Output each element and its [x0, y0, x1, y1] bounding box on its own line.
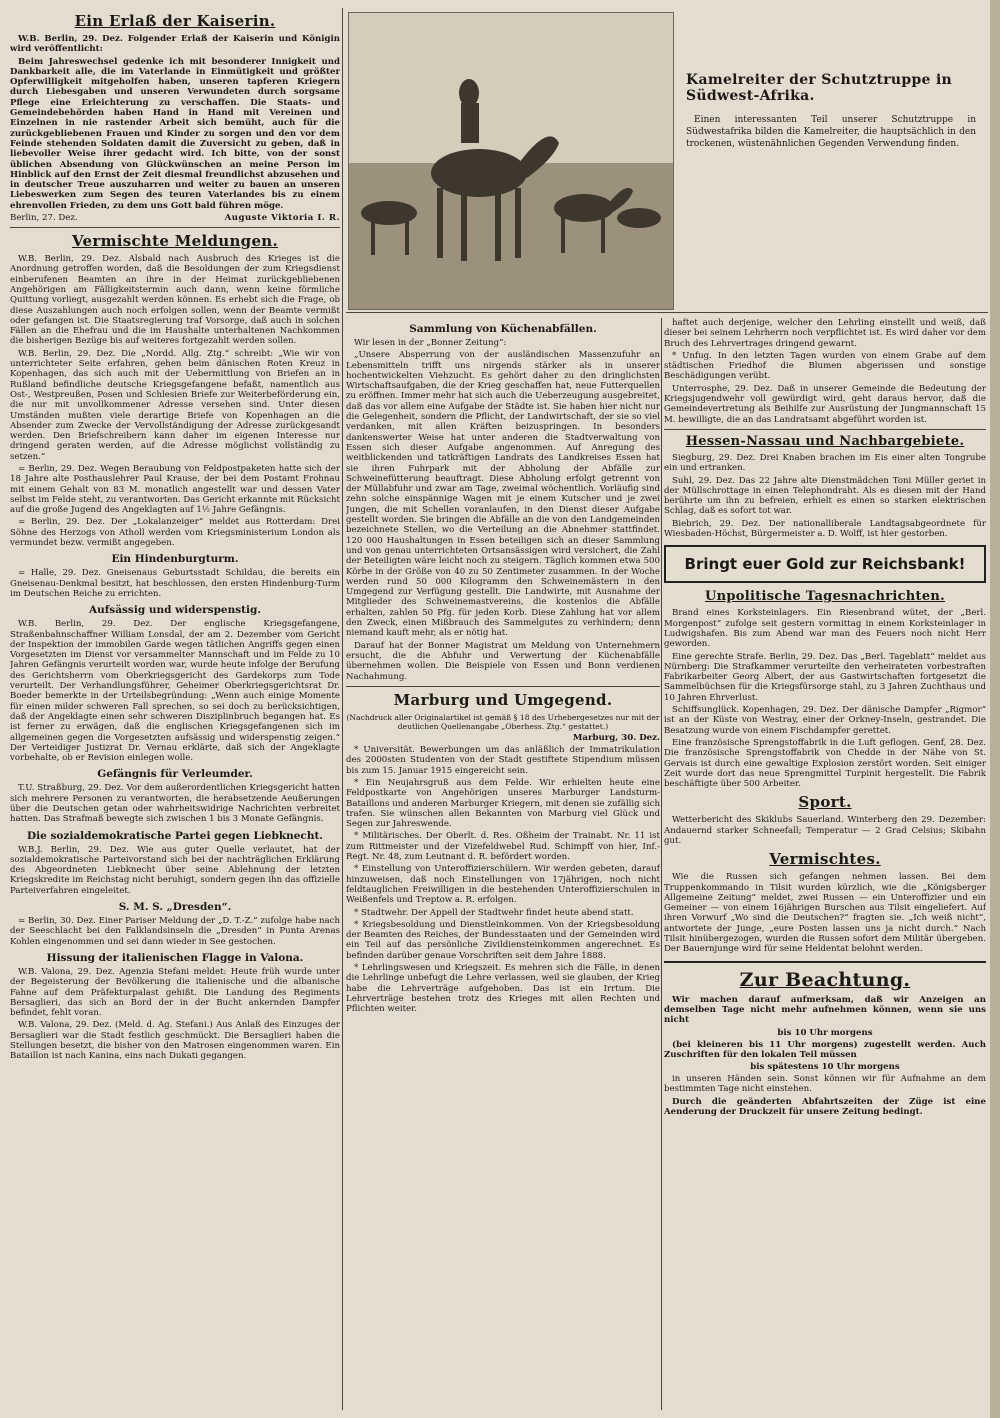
article-paragraph: Eine französische Sprengstoffabrik in die Luft geflogen. Genf, 28. Dez. Die französische Sprengstoffabrik von Chedde in der Nähe von St. Gervais ist durch eine gewaltige Explosion zerstört worden. Seit einiger Zeit wurde dort das neue Sprengmittel Turpinit hergestellt. Die Fabrik beschäftigte über 500 Arbeiter.: [664, 737, 986, 790]
article-paragraph: Darauf hat der Bonner Magistrat um Meldung von Unternehmern ersucht, die die Abfuhr und Verwertung der Küchenabfälle übernehmen wollen. Die Beispiele von Essen und Bonn verdienen Nachahmung.: [346, 640, 660, 682]
article-paragraph: * Unfug. In den letzten Tagen wurden von einem Grabe auf dem städtischen Friedhof die Blumen abgerissen und sonstige Beschädigungen verübt.: [664, 350, 986, 382]
camel-riders-illustration: [349, 13, 673, 309]
article-paragraph: T.U. Straßburg, 29. Dez. Vor dem außerordentlichen Kriegsgericht hatten sich mehrere Personen zu verantworten, die herabsetzende Aeußerungen über die Deutschen getan oder wahrheitswidrige Nachrichten verbreitet hatten. Das Strafmaß bewegte sich zwischen 1 bis 3 Monate Gefängnis.: [10, 783, 340, 825]
article-paragraph: W.B. Valona, 29. Dez. (Meld. d. Ag. Stefani.) Aus Anlaß des Einzuges der Bersaglieri war die Stadt festlich geschmückt. Die Bersaglieri haben die Stellungen besetzt, die bisher von den Matrosen eingenommen waren. Ein Bataillon ist nach Kanina, eins nach Dukati gegangen.: [10, 1020, 340, 1062]
notice-title: Zur Beachtung.: [739, 968, 911, 991]
divider: [664, 429, 986, 430]
notice-time: bis spätestens 10 Uhr morgens: [750, 1062, 900, 1073]
notice-paragraph: Durch die geänderten Abfahrtszeiten der Züge ist eine Aenderung der Druckzeit für unsere Zeitung bedingt.: [664, 1096, 986, 1118]
sport-section: [664, 793, 986, 846]
photo-caption: [686, 68, 976, 152]
column-2: [346, 318, 660, 1410]
article-title: Unpolitische Tagesnachrichten.: [704, 589, 946, 605]
article-subtitle: Gefängnis für Verleumder.: [97, 768, 253, 781]
notice-paragraph: Wir machen darauf aufmerksam, daß wir Anzeigen an demselben Tage nicht mehr aufnehmen können, wenn sie uns nicht: [664, 994, 986, 1026]
article-paragraph: * Militärisches. Der Oberlt. d. Res. Oßheim der Trainabt. Nr. 11 ist zum Rittmeister und der Vizefeldwebel Rud. Schimpff von hier, Inf.-Regt. Nr. 48, zum Leutnant d. R. befördert worden.: [346, 831, 660, 863]
article-paragraph: Wir lesen in der „Bonner Zeitung“:: [354, 338, 507, 348]
article-paragraph: = Halle, 29. Dez. Gneisenaus Geburtsstadt Schildau, die bereits ein Gneisenau-Denkmal besitzt, hat beschlossen, den ersten Hindenburg-Turm im Deutschen Reiche zu errichten.: [10, 568, 340, 599]
article-paragraph: W.B. Valona, 29. Dez. Agenzia Stefani meldet: Heute früh wurde unter der Begeisterung der Bevölkerung die italienische und die albanische Fahne auf dem Präfekturpalast gehißt. Die Landung des Regiments Bersaglieri, das sich an Bord der in der Bucht ankernden Dampfer befindet, fehlt voran.: [10, 966, 340, 1019]
article-paragraph: Eine gerechte Strafe. Berlin, 29. Dez. Das „Berl. Tageblatt“ meldet aus Nürnberg: Die Strafkammer verurteilte den verheirateten vorbestraften Fabrikarbeiter Georg Albert, der aus Gastwirtschaften fortgesetzt die Sammelbüchsen für die Kriegsfürsorge stahl, zu 3 Jahren Zuchthaus und 10 Jahren Ehrverlust.: [664, 651, 986, 703]
photo-caption-text: Einen interessanten Teil unserer Schutztruppe in Südwestafrika bilden die Kamelreiter, die hauptsächlich in den trockenen, wüstenähnlichen Gegenden Verwendung finden.: [686, 115, 976, 149]
dateline: Marburg, 30. Dez.: [572, 732, 660, 743]
article-paragraph: = Berlin, 29. Dez. Wegen Beraubung von Feldpostpaketen hatte sich der 18 Jahre alte Posthauslehrer Paul Krause, der bei dem Postamt Frohnau mit einem Gehalt von 83 M. monatlich angestellt war und dessen Vater selbst im Felde steht, zu verantworten. Das Gericht erkannte mit Rücksicht auf die große Jugend des Angeklagten auf 1½ Jahre Gefängnis.: [10, 463, 340, 516]
article-paragraph: W.B. Berlin, 29. Dez. Alsbald nach Ausbruch des Krieges ist die Anordnung getroffen worden, daß die Besoldungen der zum Kriegsdienst einberufenen Beamten an ihre in der Heimat zurückgebliebenen Angehörigen am Fälligkeitstermin auch dann, wenn keine förmliche Quittung vorliegt, ausgezahlt werden können. Es erhebt sich die Frage, ob diese Auszahlungen auch noch erfolgen sollen, wenn der Beamte vermißt oder gefangen ist. Die Staatsregierung traf Vorsorge, daß auch in solchen Fällen an die Ehefrau und die im Haushalte unterhaltenen Nachkommen die bisherigen Bezüge bis auf weiteres fortgezahlt werden sollen.: [10, 254, 340, 347]
article-paragraph: haftet auch derjenige, welcher den Lehrling einstellt und weiß, daß dieser bei seinem Lehrherrn noch verpflichtet ist. Es wird daher vor dem Bruch des Lehrvertrages dringend gewarnt.: [664, 318, 986, 349]
adjacent-page-edge: [990, 0, 1000, 1418]
gold-ad-banner: Bringt euer Gold zur Reichsbank!: [664, 545, 986, 583]
photo-section: [346, 8, 988, 313]
article-paragraph: Wie die Russen sich gefangen nehmen lassen. Bei dem Truppenkommando in Tilsit wurden kürzlich, wie die „Königsberger Allgemeine Zeitung“ meldet, zwei Russen — ein Unteroffizier und ein Gemeiner — von einem 16jährigen Burschen aus Tilsit eingeliefert. Auf ihren Vorwurf „Wo sind die Deutschen?“ fragten sie. „Ich weiß nicht“, antwortete der Junge, „eure Posten lassen uns ja nicht durch.“ Nach Tilsit hinübergezogen, wurden die Russen sofort dem Militär übergeben. Der Bauernjunge wird für seine Heldentat belohnt werden.: [664, 872, 986, 955]
article-subtitle: Hissung der italienischen Flagge in Valona.: [46, 951, 304, 964]
column-rule: [342, 8, 343, 1410]
notice-paragraph: in unseren Händen sein. Sonst können wir für Aufnahme an dem bestimmten Tage nicht einstehen.: [664, 1074, 986, 1095]
article-paragraph: W.B. Berlin, 29. Dez. Folgender Erlaß der Kaiserin und Königin wird veröffentlicht:: [10, 34, 340, 55]
notice-box: [664, 961, 986, 1118]
article-paragraph: W.B. Berlin, 29. Dez. Der englische Kriegsgefangene, Straßenbahnschaffner William Lonsdal, der am 2. Dezember vom Gericht der Inspektion der immobilen Garde wegen tätlichen Angriffs gegen einen Vorgesetzten im Dienst vor versammelter Mannschaft und im Felde zu 10 Jahren Gefängnis verurteilt worden war, wurde heute infolge der Berufung des Gerichtsherrn vom Oberkriegsgericht des Gardekorps zum Tode verurteilt. Der Verhandlungsführer, Geheimer Oberkriegsgerichtsrat Dr. Boeder bemerkte in der Urteilsbegründung: „Wenn auch einige Momente für einen milder schweren Fall sprechen, so sei doch zu berücksichtigen, daß der Angeklagte einen sehr schweren Disziplinbruch begangen hat. Es ist ferner zu erwägen, daß die englischen Kriegsgefangenen sich im allgemeinen gegen die Vorgesetzten aufsässig und widerspenstig zeigen.“ Der Verteidiger Justizrat Dr. Vernau erklärte, daß sich der Angeklagte vorbehalte, ob er Revision einlegen wolle.: [10, 619, 340, 764]
article-paragraph: * Lehrlingswesen und Kriegszeit. Es mehren sich die Fälle, in denen die Lehrlinge unbefugt die Lehre verlassen, weil sie glauben, der Krieg habe die Lehrverträge aufgehoben. Das ist ein Irrtum. Die Lehrverträge bestehen trotz des Krieges mit allen Rechten und Pflichten weiter.: [346, 963, 660, 1015]
article-paragraph: W.B.J. Berlin, 29. Dez. Wie aus guter Quelle verlautet, hat der sozialdemokratische Parteivorstand sich bei der nachträglichen Erklärung des Abgeordneten Liebknecht über seine Ablehnung der letzten Kriegskredite im Reichstag nicht beruhigt, sondern gegen ihn das offizielle Parteiverfahren eingeleitet.: [10, 844, 340, 896]
article-paragraph: Schiffsunglück. Kopenhagen, 29. Dez. Der dänische Dampfer „Rigmor“ ist an der Küste von Westray, einer der Orkney-Inseln, gestrandet. Die Besatzung wurde von einem Fischdampfer gerettet.: [664, 705, 986, 736]
article-paragraph: W.B. Berlin, 29. Dez. Die „Nordd. Allg. Ztg.“ schreibt: „Wie wir von unterrichteter Seite erfahren, gehen beim dänischen Roten Kreuz in Kopenhagen, das sich auch mit der Uebermittlung von Briefen an in Rußland befindliche deutsche Kriegsgefangene befaßt, namentlich aus Ost-, Westpreußen, Posen und Schlesien Briefe zur Weiterbeförderung ein, die nur mit unvollkommener Adresse versehen sind. Unter diesen Umständen mußten viele derartige Briefe von Kopenhagen an die Absender zum Zwecke der Vervollständigung der Adresse zurückgesandt werden. Den Briefschreibern kann daher im eigenen Interesse nur dringend geraten werden, auf die Adresse möglichst vollständig zu setzen.“: [10, 348, 340, 462]
photo-caption-title: Kamelreiter der Schutztruppe in Südwest-Afrika.: [686, 72, 953, 104]
divider: [346, 686, 660, 687]
article-title: Vermischtes.: [769, 850, 881, 869]
article-paragraph: Brand eines Korksteinlagers. Ein Riesenbrand wütet, der „Berl. Morgenpost“ zufolge seit gestern vormittag in einem Korksteinlager in Ludwigshafen. Bis zum Abend war man des Feuers noch nicht Herr geworden.: [664, 608, 986, 650]
notice-time: bis 10 Uhr morgens: [777, 1027, 873, 1038]
divider: [10, 227, 340, 228]
article-paragraph: = Berlin, 29. Dez. Der „Lokalanzeiger“ meldet aus Rotterdam: Drei Söhne des Herzogs von Atholl werden vom Kriegsministerium London als vermundet bezw. vermißt angegeben.: [10, 517, 340, 549]
article-paragraph: Beim Jahreswechsel gedenke ich mit besonderer Innigkeit und Dankbarkeit alle, die im Vaterlande in Einmütigkeit und größter Opferwilligkeit mitgeholfen haben, unseren tapferen Kriegern durch Liebesgaben und unseren Verwundeten durch sorgsame Pflege eine Erleichterung zu verschaffen. Die Staats- und Gemeindebehörden haben Hand in Hand mit Vereinen und Einzelnen in nie rastender Arbeit sich bemüht, auch für die zurückgebliebenen Frauen und Kinder zu sorgen und den vor dem Feinde stehenden Soldaten damit die Zuversicht zu geben, daß in liebevoller Weise ihrer gedacht wird. Ich bitte, von der sonst üblichen Absendung von Glückwünschen an meine Person im Hinblick auf den Ernst der Zeit diesmal freundlichst abzusehen und in deutscher Treue auszuharren und weiter zu bauen an unseren Liebeswerken zum Segen des teuren Vaterlandes bis zu einem ehrenvollen Frieden, zu dem uns Gott bald führen möge.: [10, 56, 340, 211]
article-paragraph: „Unsere Absperrung von der ausländischen Massenzufuhr an Lebensmitteln trifft uns nirgends stärker als in unserer hochentwickelten Viehzucht. Es gehört daher zu den dringlichsten Wirtschaftsaufgaben, die der Krieg geschaffen hat, neue Futterquellen zu eröffnen. Immer mehr hat sich auch die Ueberzeugung ausgebreitet, daß das vor allem eine Aufgabe der Städte ist. Sie haben hier nicht nur die Gelegenheit, sondern die Pflicht, der Landwirtschaft, der sie so viel verdanken, mit allen Kräften beizuspringen. In besonders dankenswerter Weise hat unter anderen die Stadtverwaltung von Essen sich dieser Aufgabe angenommen. Auf Anregung des weitblickenden und tatkräftigen Landrats des Landkreises Essen hat sie ihren Fuhrpark mit der Abholung der Abfälle zur Schweinefütterung beauftragt. Diese Abholung erfolgt getrennt von der Müllabfuhr und zwar am Tage, zweimal wöchentlich. Vorläufig sind zehn solche einspännige Wagen mit je einem Kutscher und je zwei Jungen, die mit Schellen voranlaufen, in den Dienst dieser Aufgabe gestellt worden. Sie bringen die Abfälle an die von den Landgemeinden bezeichnete Stellen, wo die Verteilung an die Abnehmer stattfindet. 120 000 Haushaltungen in Essen beteiligen sich an dieser Sammlung und von genau unterrichteten Ortsansässigen wird versichert, die Zahl der Beteiligten wäre leicht noch zu steigern. Täglich kommen etwa 500 Körbe in der Größe von 40 zu 50 Zentimeter zusammen. In der Woche werden rund 50 000 Kilogramm den Schweinemästern in den Umgegend zur Verfügung gestellt. Die Landwirte, mit Ausnahme der Mitglieder des Schweinemastvereins, die kostenlos die Abfälle erhalten, zahlen 50 Pfg. für jeden Korb. Diese Zahlung hat vor allem den Zweck, einen Mißbrauch des Sammelgutes zu verhindern; denn niemand kauft mehr, als er nötig hat.: [346, 350, 660, 639]
article-paragraph: Biebrich, 29. Dez. Der nationalliberale Landtagsabgeordnete für Wiesbaden-Höchst, Bürgermeister a. D. Wolff, ist hier gestorben.: [664, 518, 986, 540]
article-title: Ein Erlaß der Kaiserin.: [74, 12, 276, 30]
article-subtitle: Sammlung von Küchenabfällen.: [409, 323, 597, 335]
article-paragraph: * Universität. Bewerbungen um das anläßlich der Immatrikulation des 2000sten Studenten von der Stadt gestiftete Stipendium müssen bis zum 15. Januar 1915 eingereicht sein.: [346, 745, 660, 776]
column-3: [664, 318, 986, 1410]
article-paragraph: * Ein Neujahrsgruß aus dem Felde. Wir erhielten heute eine Feldpostkarte von Angehörigen unseres Marburger Landsturm-Bataillons und anderen Marburger Kriegern, mit denen sie zufällig sich trafen. Sie wünschen allen Bekannten von Marburg viel Glück und Segen zur Jahreswende.: [346, 777, 660, 830]
article-title: Vermischte Meldungen.: [71, 232, 279, 251]
signature-name: Auguste Viktoria I. R.: [224, 213, 340, 224]
reprint-note: (Nachdruck aller Originalartikel ist gemäß § 18 des Urhebergesetzes nur mit der deutlichen Quellenangabe „Oberhess. Ztg.“ gestattet.): [346, 712, 660, 731]
notice-paragraph: (bei kleineren bis 11 Uhr morgens) zugestellt werden. Auch Zuschriften für den lokalen Teil müssen: [664, 1039, 986, 1060]
article-subtitle: S. M. S. „Dresden“.: [118, 901, 232, 914]
article-title: Marburg und Umgegend.: [393, 690, 613, 709]
article-title: Hessen-Nassau und Nachbargebiete.: [685, 433, 965, 449]
article-paragraph: = Berlin, 30. Dez. Einer Pariser Meldung der „D. T.-Z.“ zufolge habe nach der Seeschlacht bei den Falklandsinseln die „Dresden“ in Punta Arenas Kohlen eingenommen und sei dann wieder in See gestochen.: [10, 916, 340, 947]
column-1: [10, 8, 340, 1410]
article-subtitle: Aufsässig und widerspenstig.: [89, 604, 261, 617]
article-paragraph: Unterrosphe, 29. Dez. Daß in unserer Gemeinde die Bedeutung der Kriegsjugendwehr voll gewürdigt wird, geht daraus hervor, daß die Gemeindevertretung als Beihilfe zur Ausrüstung der Jungmannschaft 15 M. bewilligte, die an das Landratsamt abgeführt worden ist.: [664, 383, 986, 425]
article-paragraph: Wetterbericht des Skiklubs Sauerland. Winterberg den 29. Dezember: Andauernd starker Schneefall; Temperatur — 2 Grad Celsius; Skibahn gut.: [664, 815, 986, 846]
article-paragraph: Suhl, 29. Dez. Das 22 Jahre alte Dienstmädchen Toni Müller geriet in der Müllschrottage in einen Telephondraht. Als es diesen mit der Hand berührte um ihn zu befreien, erhielt es einen so starken elektrischen Schlag, daß es sofort tot war.: [664, 475, 986, 517]
signature-line: [10, 213, 340, 223]
signature-date: Berlin, 27. Dez.: [10, 213, 78, 224]
article-paragraph: * Kriegsbesoldung und Dienstleinkommen. Von der Kriegsbesoldung der Beamten des Reiches, der Bundesstaaten und der Gemeinden wird ein Teil auf das persönliche Zivildiensteinkommen angerechnet. Es befinden darüber genaue Vorschriften seit dem Jahre 1888.: [346, 919, 660, 961]
article-paragraph: * Stadtwehr. Der Appell der Stadtwehr findet heute abend statt.: [354, 907, 634, 918]
column-rule: [661, 318, 662, 1410]
article-subtitle: Ein Hindenburgturm.: [111, 553, 239, 566]
article-title: Sport.: [798, 793, 852, 812]
article-paragraph: Siegburg, 29. Dez. Drei Knaben brachen im Eis einer alten Tongrube ein und ertranken.: [664, 452, 986, 474]
camel-riders-photo: [348, 12, 674, 310]
article-paragraph: * Einstellung von Unteroffizierschülern. Wir werden gebeten, darauf hinzuweisen, daß noch Einstellungen von 17jährigen, noch nicht feldtauglichen Freiwilligen in die bestehenden Unteroffizierschulen in Weißenfels und Treptow a. R. erfolgen.: [346, 864, 660, 906]
article-subtitle: Die sozialdemokratische Partei gegen Liebknecht.: [27, 829, 323, 842]
